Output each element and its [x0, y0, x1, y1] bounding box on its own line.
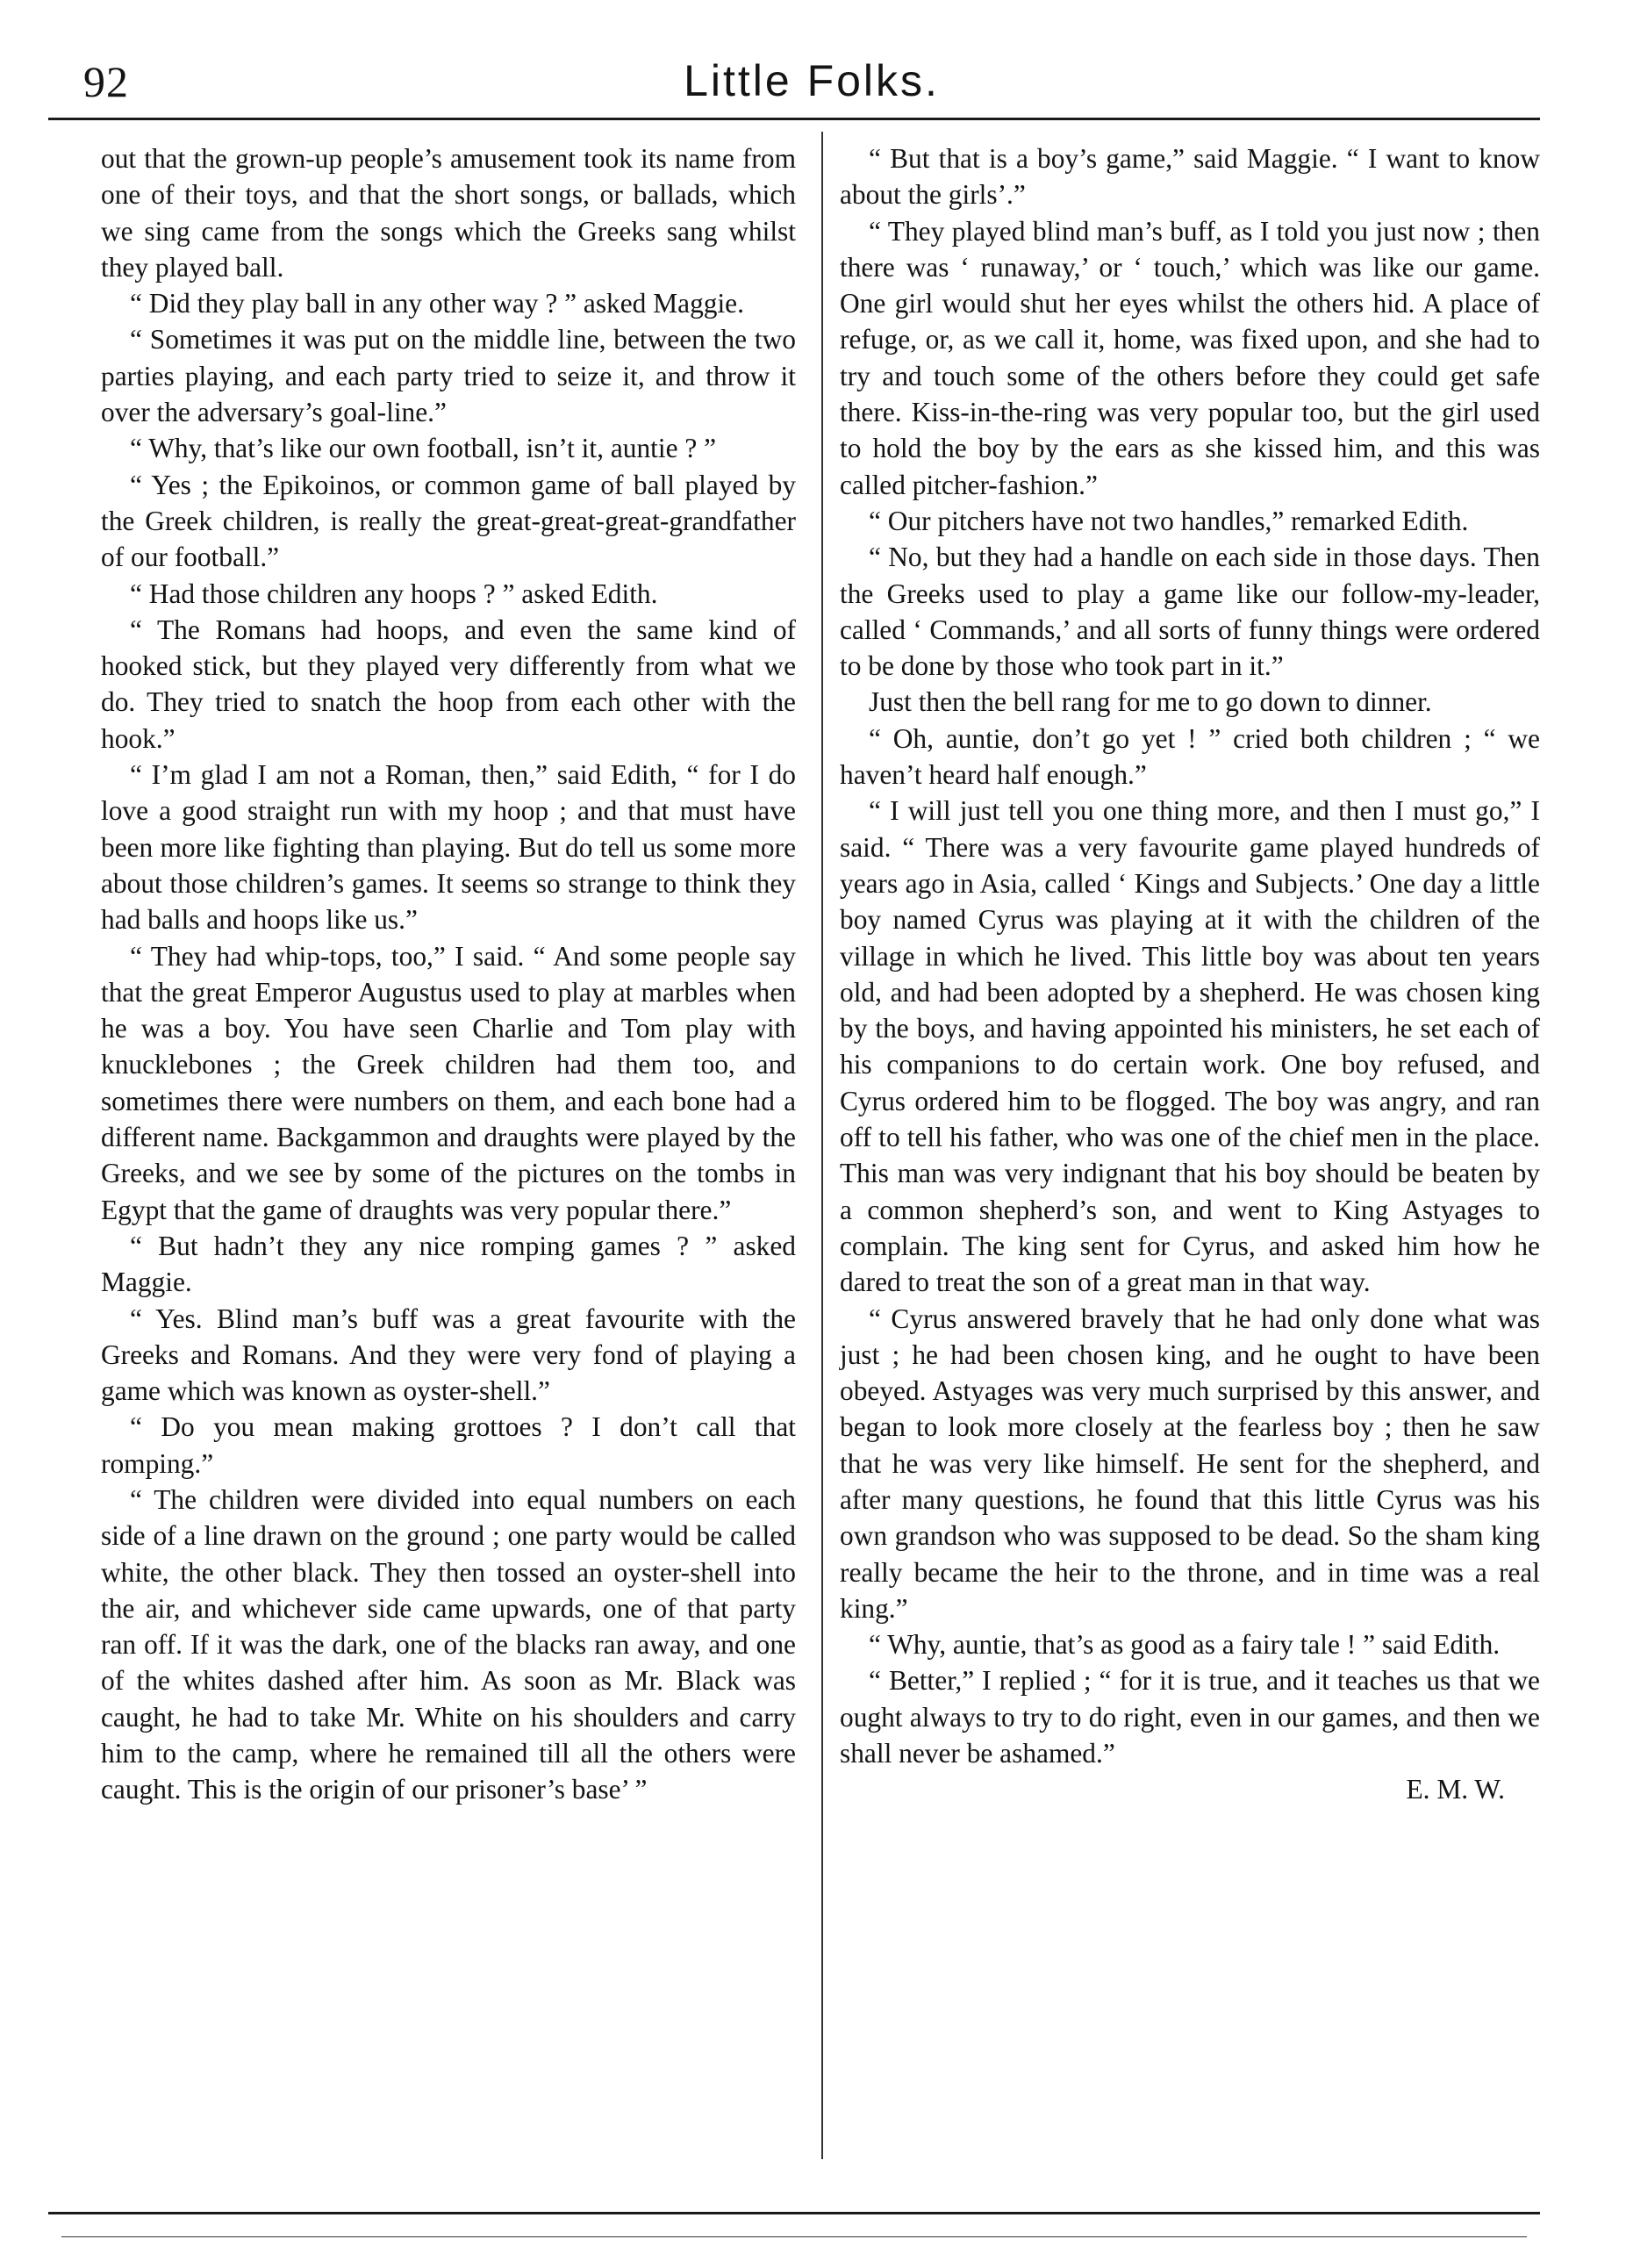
paragraph: “ Cyrus answered bravely that he had only done what was just ; he had been chosen king, and he ought to have been obeyed. Astyages was very much surprised by this answer, and began to look more closely at the fearless boy ; then he saw that he was very like himself. He sent for the shepherd, and after many questions, he found that this little Cyrus was his own grandson who was supposed to be dead. So the sham king really became the heir to the throne, and in time was a real king.”: [840, 1303, 1540, 1624]
paragraph: Just then the bell rang for me to go down to dinner.: [869, 686, 1432, 718]
right-column: [840, 140, 1540, 1808]
footer-rule: [48, 2212, 1540, 2214]
paragraph: “ Our pitchers have not two handles,” remarked Edith.: [869, 505, 1469, 536]
paragraph: “ Why, auntie, that’s as good as a fairy tale ! ” said Edith.: [869, 1629, 1501, 1661]
paragraph: “ They had whip-tops, too,” I said. “ And some people say that the great Emperor Augustus used to play at marbles when he was a boy. You have seen Charlie and Tom play with knucklebones ; the Greek children had them too, and sometimes there were numbers on them, and each bone had a different name. Backgammon and draughts were played by the Greeks, and we see by some of the pictures on the tombs in Egypt that the game of draughts was very popular there.”: [101, 940, 796, 1225]
paragraph: “ The Romans had hoops, and even the same kind of hooked stick, but they played very differently from what we do. They tried to snatch the hoop from each other with the hook.”: [101, 614, 796, 754]
footer-rule-thin: [61, 2236, 1527, 2237]
page-number: 92: [83, 57, 129, 106]
author-signature: E. M. W.: [1406, 1774, 1505, 1805]
paragraph: “ I will just tell you one thing more, and then I must go,” I said. “ There was a very favourite game played hundreds of years ago in Asia, called ‘ Kings and Subjects.’ One day a little boy named Cyrus was playing at it with the children of the village in which he lived. This little boy was about ten years old, and had been adopted by a shepherd. He was chosen king by the boys, and having appointed his ministers, he set each of his companions to do certain work. One boy refused, and Cyrus ordered him to be flogged. The boy was angry, and ran off to tell his father, who was one of the chief men in the place. This man was very indignant that his boy should be beaten by a common shepherd’s son, and went to King Astyages to complain. The king sent for Cyrus, and asked him how he dared to treat the son of a great man in that way.: [840, 795, 1540, 1298]
paragraph: out that the grown-up people’s amusement took its name from one of their toys, and that the short songs, or ballads, which we sing came from the songs which the Greeks sang whilst they played ball.: [101, 143, 796, 283]
paragraph: “ Better,” I replied ; “ for it is true, and it teaches us that we ought always to try to do right, even in our games, and then we shall never be ashamed.”: [840, 1665, 1540, 1769]
paragraph: “ Yes ; the Epikoinos, or common game of ball played by the Greek children, is really the great-great-great-grandfather of our football.”: [101, 469, 796, 573]
paragraph: “ They played blind man’s buff, as I told you just now ; then there was ‘ runaway,’ or ‘ touch,’ which was like our game. One girl would shut her eyes whilst the others hid. A place of refuge, or, as we call it, home, was fixed upon, and she had to try and touch some of the others before they could get safe there. Kiss-in-the-ring was very popular too, but the girl used to hold the boy by the ears as she kissed him, and this was called pitcher-fashion.”: [840, 215, 1540, 500]
magazine-title: Little Folks.: [684, 56, 940, 105]
paragraph: “ Yes. Blind man’s buff was a great favourite with the Greeks and Romans. And they were very fond of playing a game which was known as oyster-shell.”: [101, 1303, 796, 1407]
paragraph: “ Oh, auntie, don’t go yet ! ” cried both children ; “ we haven’t heard half enough.”: [840, 722, 1540, 791]
signature-line: [840, 1771, 1540, 1807]
paragraph: “ No, but they had a handle on each side in those days. Then the Greeks used to play a game like our follow-my-leader, called ‘ Commands,’ and all sorts of funny things were ordered to be done by those who took part in it.”: [840, 542, 1540, 682]
paragraph: “ Did they play ball in any other way ? ” asked Maggie.: [130, 288, 744, 319]
paragraph: “ Sometimes it was put on the middle line, between the two parties playing, and each party tried to seize it, and throw it over the adversary’s goal-line.”: [101, 324, 796, 428]
paragraph: “ Why, that’s like our own football, isn’t it, auntie ? ”: [130, 433, 717, 464]
paragraph: “ But that is a boy’s game,” said Maggie. “ I want to know about the girls’.”: [840, 143, 1540, 211]
page-header: [83, 48, 1540, 123]
paragraph: “ I’m glad I am not a Roman, then,” said Edith, “ for I do love a good straight run with my hoop ; and that must have been more like fighting than playing. But do tell us some more about those children’s games. It seems so strange to think they had balls and hoops like us.”: [101, 759, 796, 936]
left-column: [101, 140, 796, 1808]
paragraph: “ The children were divided into equal numbers on each side of a line drawn on the ground ; one party would be called white, the other black. They then tossed an oyster-shell into the air, and whichever side came upwards, one of that party ran off. If it was the dark, one of the blacks ran away, and one of the whites dashed after him. As soon as Mr. Black was caught, he had to take Mr. White on his shoulders and carry him to the camp, where he remained till all the others were caught. This is the origin of our prisoner’s base’ ”: [101, 1483, 796, 1805]
paragraph: “ Had those children any hoops ? ” asked Edith.: [130, 578, 658, 609]
header-rule: [48, 118, 1540, 120]
paragraph: “ But hadn’t they any nice romping games ? ” asked Maggie.: [101, 1230, 796, 1298]
column-divider: [821, 132, 823, 2159]
paragraph: “ Do you mean making grottoes ? I don’t call that romping.”: [101, 1411, 796, 1479]
